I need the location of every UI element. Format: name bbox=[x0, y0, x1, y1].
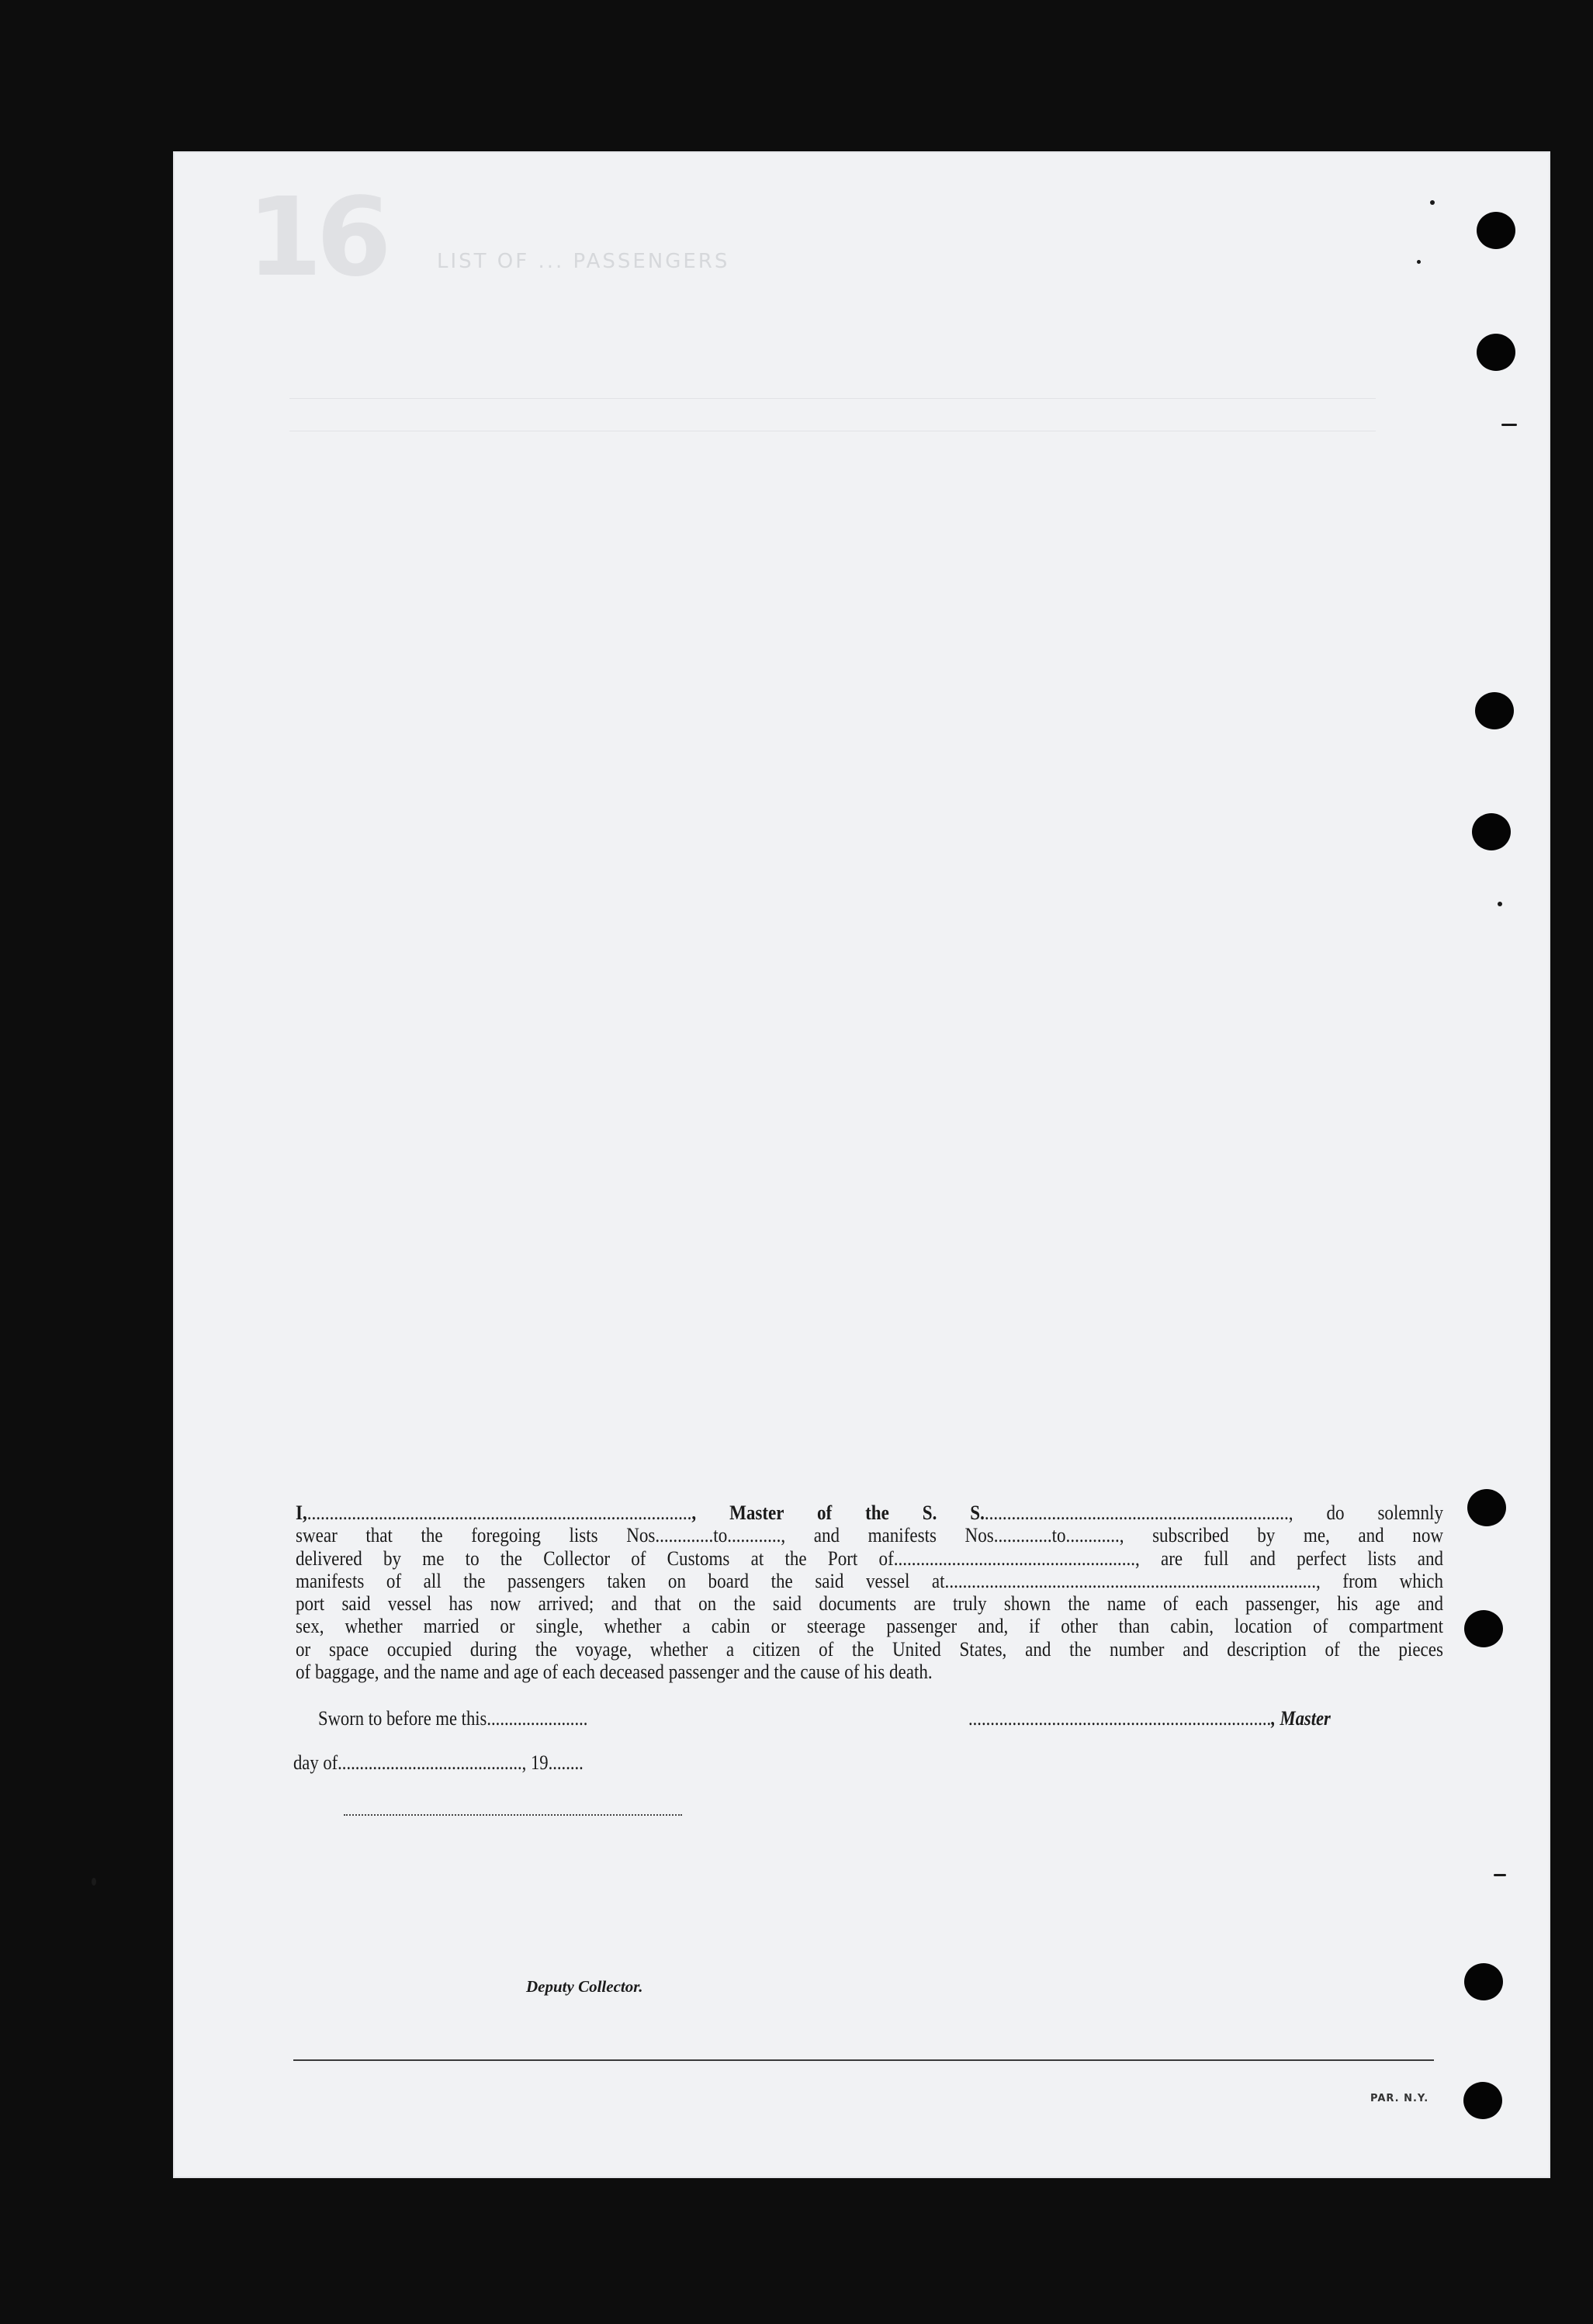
oath-i: I, bbox=[296, 1501, 307, 1524]
sworn-before-line: Sworn to before me this....................... bbox=[318, 1707, 588, 1730]
punch-hole bbox=[1475, 692, 1514, 729]
manifest-page bbox=[173, 151, 1550, 2178]
vessel-name-blank: .................................................................... bbox=[984, 1501, 1289, 1524]
ghost-sheet-number: 16 bbox=[247, 175, 386, 301]
punch-hole bbox=[1464, 1610, 1503, 1647]
oath-line-6: sex, whether married or single, whether a cabin or steerage passenger and, if other than cabin, location of compartment bbox=[296, 1614, 1443, 1638]
dust-speck bbox=[1501, 424, 1517, 426]
dust-speck bbox=[1498, 902, 1502, 906]
master-of-label: , Master of the S. S. bbox=[691, 1501, 985, 1524]
bottom-rule bbox=[293, 2059, 1434, 2061]
dust-speck bbox=[92, 1878, 96, 1886]
punch-hole bbox=[1477, 212, 1515, 249]
ghost-heading: LIST OF ... PASSENGERS bbox=[437, 250, 730, 273]
oath-paragraph bbox=[296, 1501, 1443, 1683]
oath-line-1-end: , do solemnly bbox=[1288, 1501, 1443, 1524]
punch-hole bbox=[1463, 2082, 1502, 2119]
master-name-blank: ...................................................................................... bbox=[306, 1501, 692, 1524]
oath-line-7: or space occupied during the voyage, whether a citizen of the United States, and the number and description of the pieces bbox=[296, 1636, 1443, 1661]
oath-line-3: delivered by me to the Collector of Customs at the Port of......................................................, are full and perfect lists and bbox=[296, 1546, 1443, 1570]
punch-hole bbox=[1472, 813, 1511, 850]
master-signature-line bbox=[968, 1707, 1331, 1730]
punch-hole bbox=[1477, 334, 1515, 371]
day-of-line: day of.........................................., 19........ bbox=[293, 1751, 584, 1774]
oath-line-5: port said vessel has now arrived; and that on the said documents are truly shown the name of each passenger, his age and bbox=[296, 1591, 1443, 1616]
deputy-signature-blank bbox=[344, 1814, 682, 1816]
master-signature-blank: ..................................................................... bbox=[968, 1707, 1272, 1730]
oath-line-2: swear that the foregoing lists Nos.............to............, and manifests Nos.............to............, subscribed by me, and now bbox=[296, 1523, 1443, 1547]
dust-speck bbox=[1494, 1874, 1506, 1876]
deputy-collector-label: Deputy Collector. bbox=[526, 1977, 643, 1996]
punch-hole bbox=[1464, 1963, 1503, 2000]
oath-line-4: manifests of all the passengers taken on board the said vessel at..................................................................................., from which bbox=[296, 1568, 1443, 1592]
punch-hole bbox=[1467, 1489, 1506, 1526]
dust-speck bbox=[1417, 260, 1421, 264]
master-label: , Master bbox=[1271, 1707, 1331, 1730]
printer-mark: PAR. N.Y. bbox=[1370, 2093, 1429, 2104]
oath-line-8: of baggage, and the name and age of each deceased passenger and the cause of his death. bbox=[296, 1660, 933, 1684]
ghost-rule bbox=[289, 398, 1376, 399]
dust-speck bbox=[1430, 200, 1435, 205]
oath-line-1 bbox=[296, 1501, 1443, 1524]
